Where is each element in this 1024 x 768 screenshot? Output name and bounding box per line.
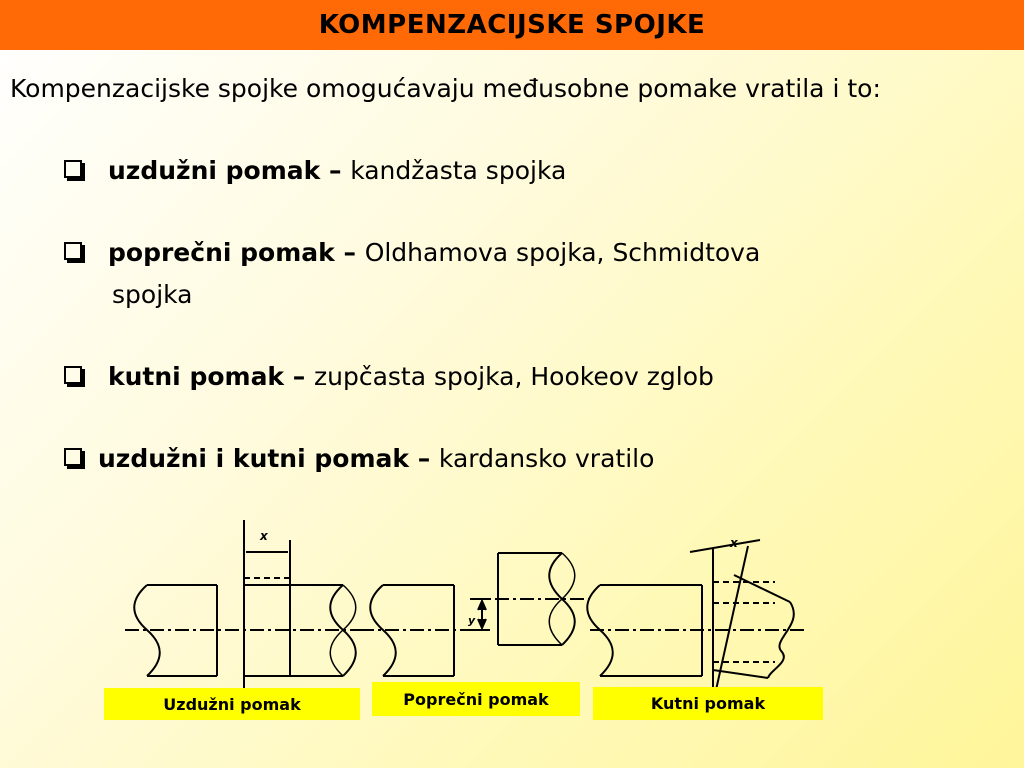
title-bar [0, 0, 1024, 50]
bullet-term: uzdužni i kutni pomak [98, 444, 409, 473]
angular-displacement-drawing [587, 540, 805, 690]
label-longitudinal-displacement: Uzdužni pomak [104, 688, 360, 720]
bullet-longitudinal [64, 150, 566, 192]
transverse-displacement-drawing [360, 553, 590, 676]
label-transverse-displacement: Poprečni pomak [372, 682, 580, 716]
angular-offset-symbol: x [730, 536, 738, 550]
checkbox-bullet-icon [64, 242, 82, 260]
checkbox-bullet-icon [64, 160, 82, 178]
checkbox-bullet-icon [64, 366, 82, 384]
longitudinal-displacement-drawing [125, 520, 365, 690]
bullet-transverse [64, 232, 760, 274]
checkbox-bullet-icon [64, 448, 82, 466]
label-angular-displacement: Kutni pomak [593, 687, 823, 720]
bullet-desc: kandžasta spojka [350, 156, 567, 185]
intro-text: Kompenzacijske spojke omogućavaju međusobne pomake vratila i to: [10, 74, 881, 103]
bullet-term: kutni pomak [108, 362, 285, 391]
bullet-term: poprečni pomak [108, 238, 335, 267]
bullet-transverse-continuation: spojka [112, 280, 193, 309]
bullet-desc: Oldhamova spojka, Schmidtova [364, 238, 761, 267]
bullet-separator: – [409, 444, 439, 473]
radial-offset-symbol: y [468, 614, 476, 627]
bullet-separator: – [320, 156, 351, 185]
bullet-longitudinal-angular [64, 438, 654, 480]
bullet-desc: kardansko vratilo [438, 444, 655, 473]
bullet-desc: zupčasta spojka, Hookeov zglob [313, 362, 714, 391]
slide-title: KOMPENZACIJSKE SPOJKE [318, 10, 706, 40]
bullet-separator: – [334, 238, 365, 267]
bullet-separator: – [284, 362, 314, 391]
axial-offset-symbol: x [260, 529, 268, 543]
bullet-term: uzdužni pomak [108, 156, 321, 185]
bullet-angular [64, 356, 714, 398]
